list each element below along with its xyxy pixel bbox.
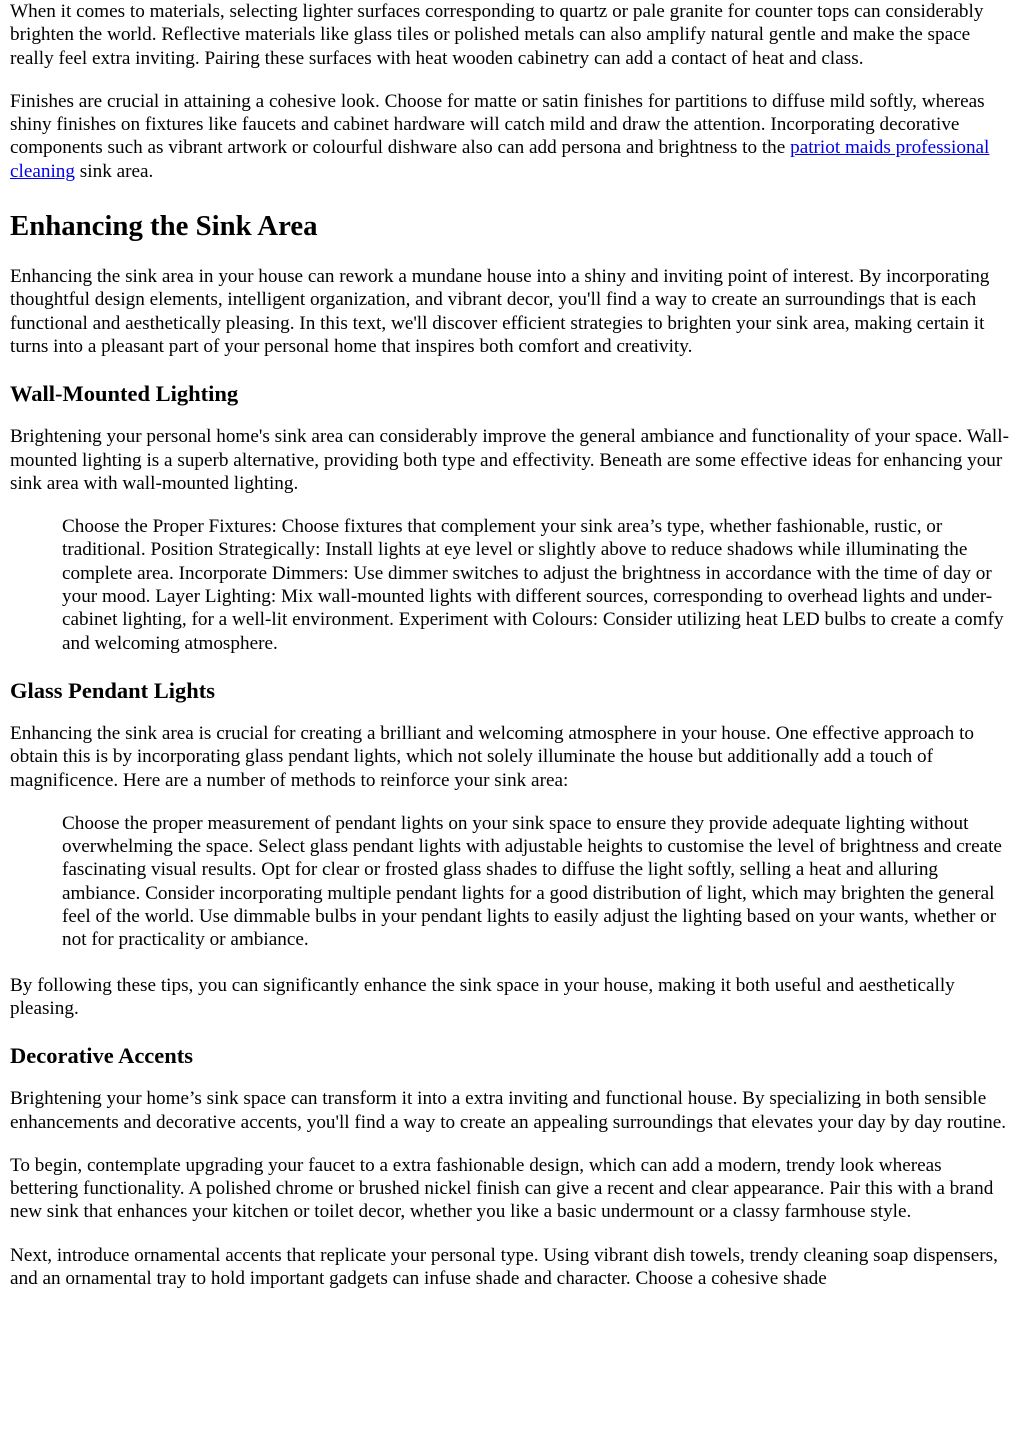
- wall-lighting-tips: Choose the Proper Fixtures: Choose fixtures that complement your sink area’s type, whether fashionable, rustic, or traditional. Position Strategically: Install lights at eye level or slightly above to reduce shadows while illuminating the complete area. Incorporate Dimmers: Use dimmer switches to adjust the brightness in accordance with the time of day or your mood. Layer Lighting: Mix wall-mounted lights with different sources, corresponding to overhead lights and under-cabinet lighting, for a well-lit environment. Experiment with Colours: Consider utilizing heat LED bulbs to create a comfy and welcoming atmosphere.: [62, 516, 1004, 654]
- finishes-text-after-link: sink area.: [75, 160, 154, 182]
- pendant-lights-tips: Choose the proper measurement of pendant lights on your sink space to ensure they provide adequate lighting without overwhelming the space. Select glass pendant lights with adjustable heights to customise the level of brightness and create fascinating visual results. Opt for clear or frosted glass shades to diffuse the light softly, selling a heat and alluring ambiance. Consider incorporating multiple pendant lights for a good distribution of light, which may brighten the general feel of the world. Use dimmable bulbs in your pendant lights to easily adjust the lighting based on your wants, whether or not for practicality or ambiance.: [62, 812, 1002, 951]
- heading-enhancing-sink-area: Enhancing the Sink Area: [10, 210, 318, 243]
- heading-decorative-accents: Decorative Accents: [10, 1043, 194, 1069]
- accents-paragraph-intro: Brightening your home’s sink space can transform it into a extra inviting and functional house. By specializing in both sensible enhancements and decorative accents, you'll find a way to create an appealing surroundings that elevates your day by day routine.: [10, 1088, 1007, 1133]
- heading-glass-pendant-lights: Glass Pendant Lights: [10, 677, 216, 703]
- sink-area-paragraph: Enhancing the sink area in your house can rework a mundane house into a shiny and inviting point of interest. By incorporating thoughtful design elements, intelligent organization, and vibrant decor, you'll find a way to create an surroundings that is each functional and aesthetically pleasing. In this text, we'll discover efficient strategies to brighten your sink area, making certain it turns into a pleasant part of your personal home that inspires both comfort and creativity.: [10, 266, 990, 357]
- finishes-text-before-link: Finishes are crucial in attaining a cohesive look. Choose for matte or satin finishes for partitions to diffuse mild softly, whereas shiny finishes on fixtures like faucets and cabinet hardware will catch mild and draw the attention. Incorporating decorative components such as vibrant artwork or colourful dishware also can add persona and brightness to the: [10, 90, 985, 159]
- intro-paragraph-materials: When it comes to materials, selecting lighter surfaces corresponding to quartz or pale granite for counter tops can considerably brighten the world. Reflective materials like glass tiles or polished metals can also amplify natural gentle and make the space really feel extra inviting. Pairing these surfaces with heat wooden cabinetry can add a contact of heat and class.: [10, 1, 984, 69]
- accents-paragraph-faucet: To begin, contemplate upgrading your faucet to a extra fashionable design, which can add a modern, trendy look whereas bettering functionality. A polished chrome or brushed nickel finish can give a recent and clear appearance. Pair this with a brand new sink that enhances your kitchen or toilet decor, whether you like a basic undermount or a classy farmhouse style.: [10, 1154, 994, 1223]
- intro-paragraph-finishes: [10, 90, 1014, 183]
- pendant-lights-conclusion: By following these tips, you can significantly enhance the sink space in your house, making it both useful and aesthetically pleasing.: [10, 974, 955, 1019]
- wall-lighting-paragraph: Brightening your personal home's sink area can considerably improve the general ambiance and functionality of your space. Wall-mounted lighting is a superb alternative, providing both type and effectivity. Beneath are some effective ideas for enhancing your sink area with wall-mounted lighting.: [10, 426, 1009, 494]
- accents-paragraph-ornamental: Next, introduce ornamental accents that replicate your personal type. Using vibrant dish towels, trendy cleaning soap dispensers, and an ornamental tray to hold important gadgets can infuse shade and character. Choose a cohesive shade: [10, 1244, 998, 1289]
- heading-wall-mounted-lighting: Wall-Mounted Lighting: [10, 381, 239, 407]
- pendant-lights-paragraph: Enhancing the sink area is crucial for creating a brilliant and welcoming atmosphere in your house. One effective approach to obtain this is by incorporating glass pendant lights, which not solely illuminate the house but additionally add a touch of magnificence. Here are a number of methods to reinforce your sink area:: [10, 722, 974, 791]
- patriot-maids-link[interactable]: patriot maids professional cleaning: [10, 137, 990, 182]
